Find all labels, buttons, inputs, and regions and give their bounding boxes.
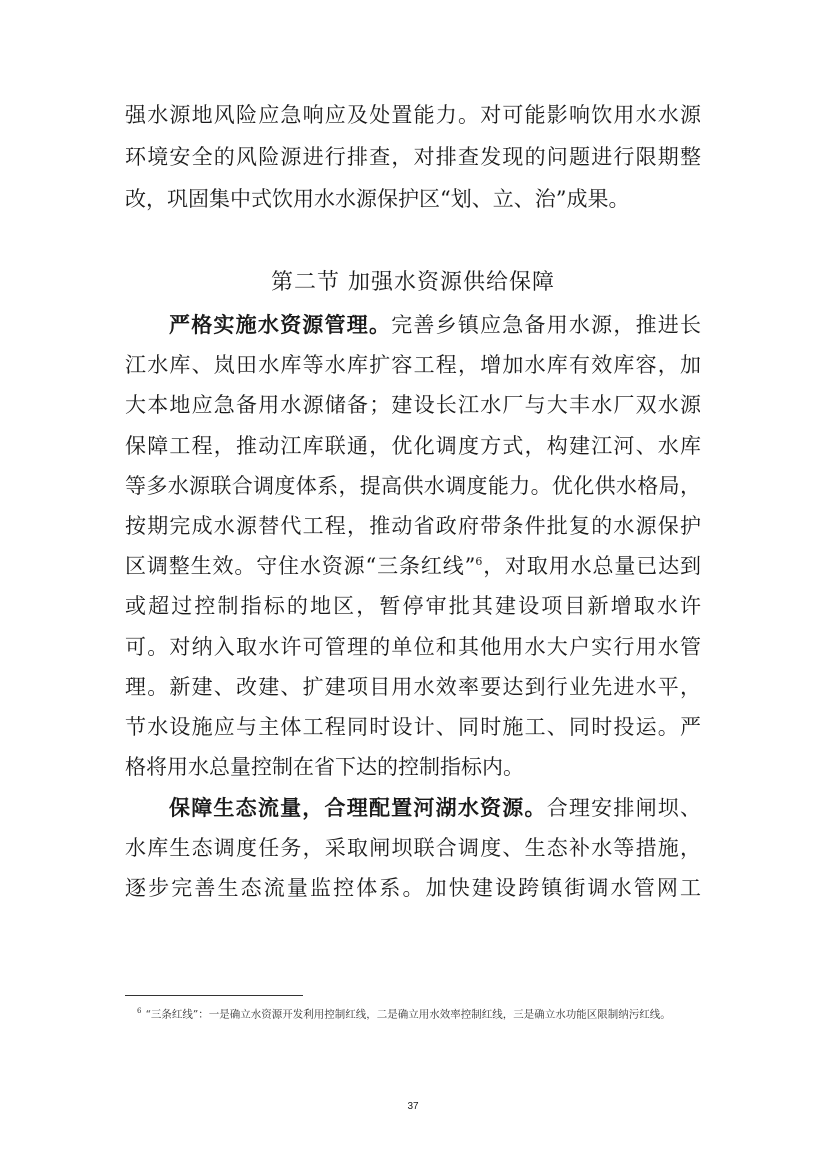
text-segment: 区调整生效。守住水资源“三条红线”: [125, 554, 476, 579]
text-line: [125, 178, 701, 220]
text-line: [125, 586, 701, 626]
text-segment: 格将用水总量控制在省下达的控制指标内。: [125, 755, 524, 780]
bold-lead-text: 保障生态流量，合理配置河湖水资源。: [169, 795, 547, 820]
text-line: [125, 136, 701, 178]
text-line: [125, 506, 701, 546]
text-segment: 逐步完善生态流量监控体系。加快建设跨镇街调水管网工: [125, 876, 701, 901]
text-segment: 或超过控制指标的地区，暂停审批其建设项目新增取水许: [125, 594, 701, 619]
paragraph-water-management: [125, 305, 701, 787]
text-line: [125, 426, 701, 466]
paragraph-continued: [125, 94, 701, 220]
footnote-number: 6: [137, 1007, 142, 1015]
footnote-reference: 6: [475, 555, 483, 569]
text-line: [125, 94, 701, 136]
text-line: [125, 828, 701, 868]
page-number: 37: [407, 1101, 419, 1112]
text-segment: 等多水源联合调度体系，提高供水调度能力。优化供水格局，: [125, 473, 701, 498]
text-line: [125, 345, 701, 385]
text-line: [125, 466, 701, 506]
text-segment: 大本地应急备用水源储备；建设长江水厂与大丰水厂双水源: [125, 393, 701, 418]
text-line: [125, 868, 701, 908]
text-segment: 可。对纳入取水许可管理的单位和其他用水大户实行用水管: [125, 634, 701, 659]
text-segment: 理。新建、改建、扩建项目用水效率要达到行业先进水平，: [125, 674, 701, 699]
section-heading: 第二节 加强水资源供给保障: [271, 270, 555, 295]
text-line: [125, 667, 701, 707]
text-line: [125, 627, 701, 667]
text-segment: 江水库、岚田水库等水库扩容工程，增加水库有效库容，加: [125, 353, 701, 378]
text-segment: 水库生态调度任务，采取闸坝联合调度、生态补水等措施，: [125, 836, 701, 861]
text-line: [125, 707, 701, 747]
text-segment: 完善乡镇应急备用水源，推进长: [391, 313, 702, 337]
text-segment: ，对取用水总量已达到: [482, 554, 701, 579]
text-line: [125, 788, 701, 828]
footnote-divider: [125, 995, 303, 996]
text-segment: 合理安排闸坝、: [546, 796, 702, 820]
bold-lead-text: 严格实施水资源管理。: [169, 312, 392, 337]
text-line: [125, 747, 701, 787]
text-segment: 环境安全的风险源进行排查，对排查发现的问题进行限期整: [125, 145, 701, 169]
footnote: [125, 1004, 700, 1023]
text-segment: 强水源地风险应急响应及处置能力。对可能影响饮用水水源: [125, 103, 701, 127]
text-line: [125, 546, 701, 586]
text-line: [125, 305, 701, 345]
text-line: [125, 385, 701, 425]
text-segment: 节水设施应与主体工程同时设计、同时施工、同时投运。严: [125, 714, 701, 739]
text-segment: 保障工程，推动江库联通，优化调度方式，构建江河、水库: [125, 433, 701, 458]
text-segment: 改，巩固集中式饮用水水源保护区“划、立、治”成果。: [125, 187, 630, 211]
text-segment: 按期完成水源替代工程，推动省政府带条件批复的水源保护: [125, 513, 701, 538]
paragraph-ecological-flow: [125, 788, 701, 909]
footnote-text: “三条红线”：一是确立水资源开发利用控制红线，二是确立用水效率控制红线，三是确立水功能区限制纳污红线。: [145, 1008, 671, 1021]
